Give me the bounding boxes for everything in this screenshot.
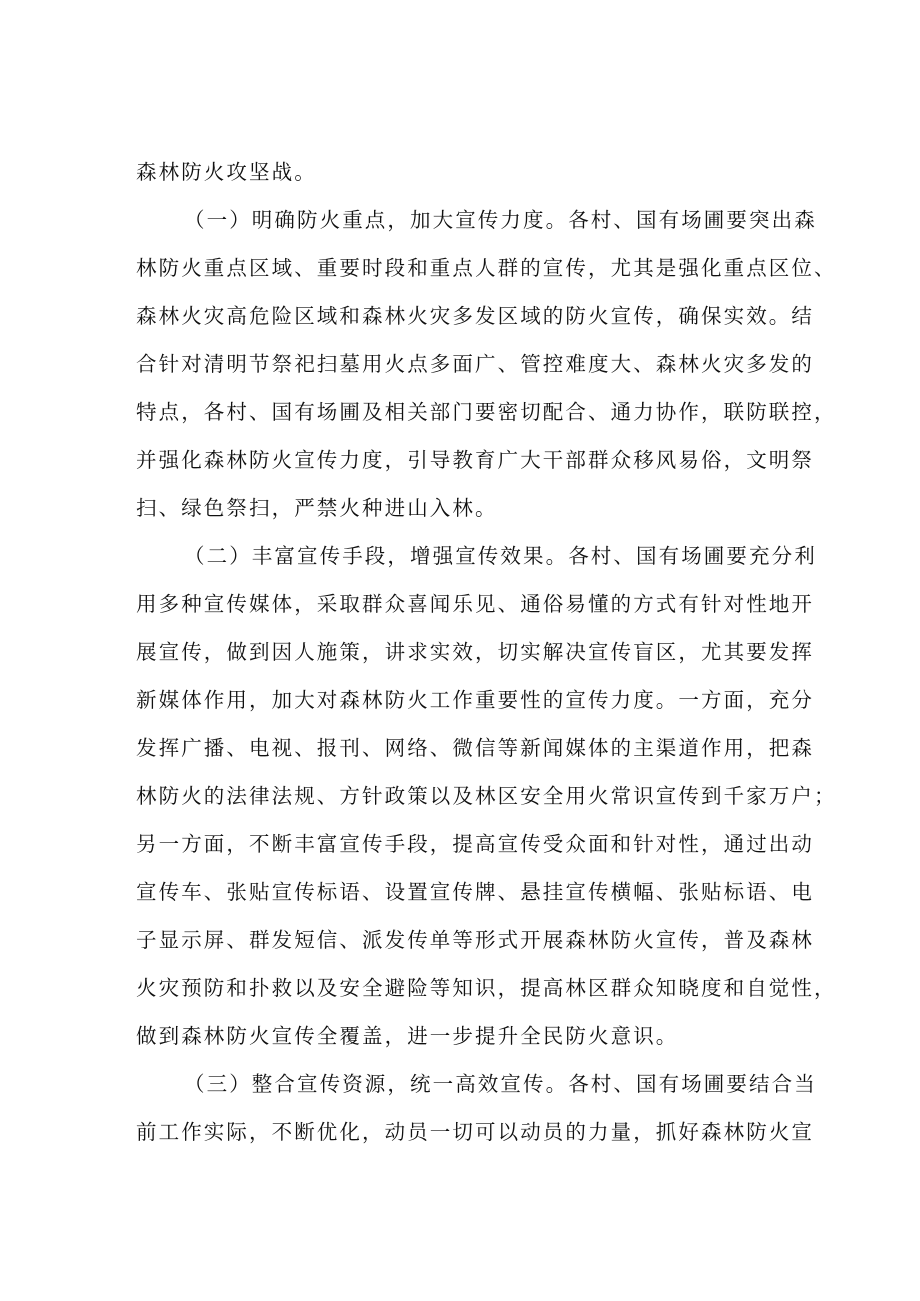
text-line: 子显示屏、群发短信、派发传单等形式开展森林防火宣传，普及森林 bbox=[136, 928, 814, 952]
text-line: 展宣传，做到因人施策，讲求实效，切实解决宣传盲区，尤其要发挥 bbox=[136, 640, 814, 664]
paragraph-heading-1: （一）明确防火重点，加大宣传力度。各村、国有场圃要突出森 bbox=[184, 208, 817, 232]
text-line: 宣传车、张贴宣传标语、设置宣传牌、悬挂宣传横幅、张贴标语、电 bbox=[136, 880, 814, 904]
text-line: 特点，各村、国有场圃及相关部门要密切配合、通力协作，联防联控， bbox=[136, 400, 837, 424]
text-line: 前工作实际，不断优化，动员一切可以动员的力量，抓好森林防火宣 bbox=[136, 1120, 814, 1144]
paragraph-heading-3: （三）整合宣传资源，统一高效宣传。各村、国有场圃要结合当 bbox=[184, 1072, 817, 1096]
text-line: 火灾预防和扑救以及安全避险等知识，提高林区群众知晓度和自觉性， bbox=[136, 976, 837, 1000]
text-line: 新媒体作用，加大对森林防火工作重要性的宣传力度。一方面，充分 bbox=[136, 688, 814, 712]
paragraph-heading-2: （二）丰富宣传手段，增强宣传效果。各村、国有场圃要充分利 bbox=[184, 544, 817, 568]
text-line: 并强化森林防火宣传力度，引导教育广大干部群众移风易俗，文明祭 bbox=[136, 448, 814, 472]
text-line: 做到森林防火宣传全覆盖，进一步提升全民防火意识。 bbox=[136, 1024, 679, 1048]
text-line: 扫、绿色祭扫，严禁火种进山入林。 bbox=[136, 496, 498, 520]
text-line: 用多种宣传媒体，采取群众喜闻乐见、通俗易懂的方式有针对性地开 bbox=[136, 592, 814, 616]
text-line: 合针对清明节祭祀扫墓用火点多面广、管控难度大、森林火灾多发的 bbox=[136, 352, 814, 376]
text-line: 另一方面，不断丰富宣传手段，提高宣传受众面和针对性，通过出动 bbox=[136, 832, 814, 856]
text-line: 发挥广播、电视、报刊、网络、微信等新闻媒体的主渠道作用，把森 bbox=[136, 736, 814, 760]
text-line: 林防火的法律法规、方针政策以及林区安全用火常识宣传到千家万户； bbox=[136, 784, 837, 808]
text-line: 森林防火攻坚战。 bbox=[136, 160, 317, 184]
text-line: 森林火灾高危险区域和森林火灾多发区域的防火宣传，确保实效。结 bbox=[136, 304, 814, 328]
text-line: 林防火重点区域、重要时段和重点人群的宣传，尤其是强化重点区位、 bbox=[136, 256, 837, 280]
